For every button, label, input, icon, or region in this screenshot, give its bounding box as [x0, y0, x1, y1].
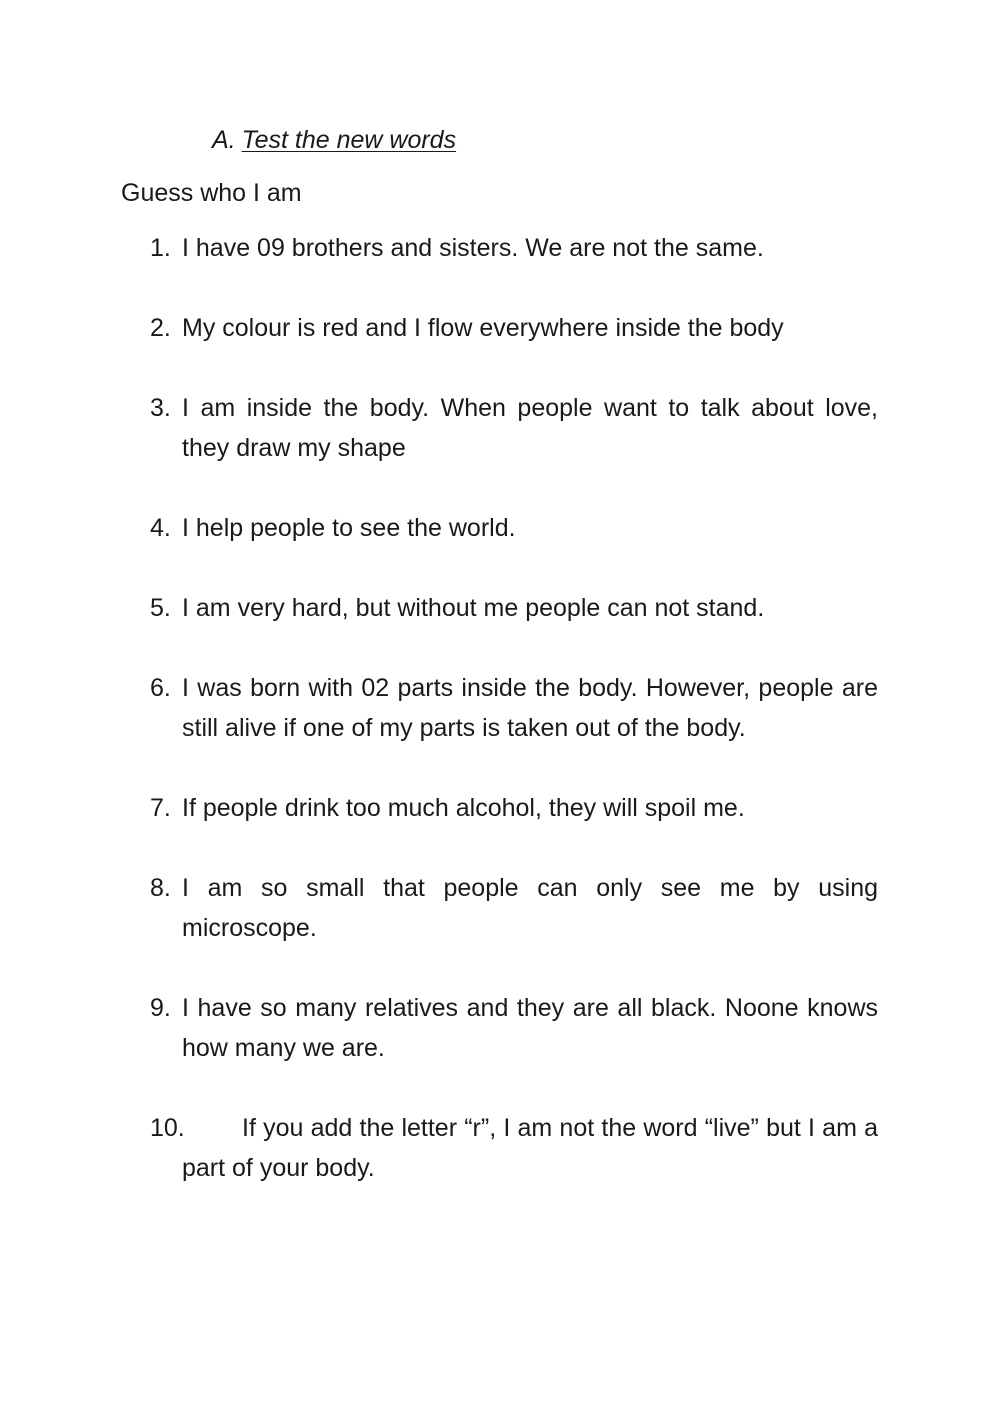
list-item [150, 388, 878, 468]
item-text: I have so many relatives and they are all black. Noone knows how many we are. [182, 994, 878, 1062]
list-item [150, 588, 878, 628]
item-number: 7. [150, 794, 171, 822]
item-text: My colour is red and I flow everywhere inside the body [182, 314, 784, 342]
list-item [150, 228, 878, 268]
item-text: I have 09 brothers and sisters. We are not the same. [182, 234, 764, 262]
list-item [150, 668, 878, 748]
item-number: 1. [150, 234, 171, 262]
list-item [150, 788, 878, 828]
item-number: 5. [150, 594, 171, 622]
list-item [150, 508, 878, 548]
item-text: I was born with 02 parts inside the body. However, people are still alive if one of my parts is taken out of the body. [182, 674, 878, 742]
list-item [150, 308, 878, 348]
list-item [150, 988, 878, 1068]
item-number: 8. [150, 874, 171, 902]
riddle-list [150, 228, 878, 1228]
item-number: 9. [150, 994, 171, 1022]
item-text: I am so small that people can only see me by using microscope. [182, 874, 878, 942]
item-number: 3. [150, 394, 171, 422]
list-item [150, 1108, 878, 1188]
section-letter: A. [212, 126, 236, 154]
intro-text: Guess who I am [121, 179, 302, 207]
item-text: I am inside the body. When people want to talk about love, they draw my shape [182, 394, 878, 462]
section-title: Test the new words [241, 126, 457, 154]
item-text: If you add the letter “r”, I am not the word “live” but I am a part of your body. [182, 1114, 878, 1182]
item-text: I help people to see the world. [182, 514, 516, 542]
item-text: I am very hard, but without me people can not stand. [182, 594, 765, 622]
section-heading [212, 122, 456, 158]
list-item [150, 868, 878, 948]
item-number: 10. [150, 1114, 185, 1142]
item-text: If people drink too much alcohol, they will spoil me. [182, 794, 745, 822]
item-number: 6. [150, 674, 171, 702]
item-number: 4. [150, 514, 171, 542]
item-number: 2. [150, 314, 171, 342]
